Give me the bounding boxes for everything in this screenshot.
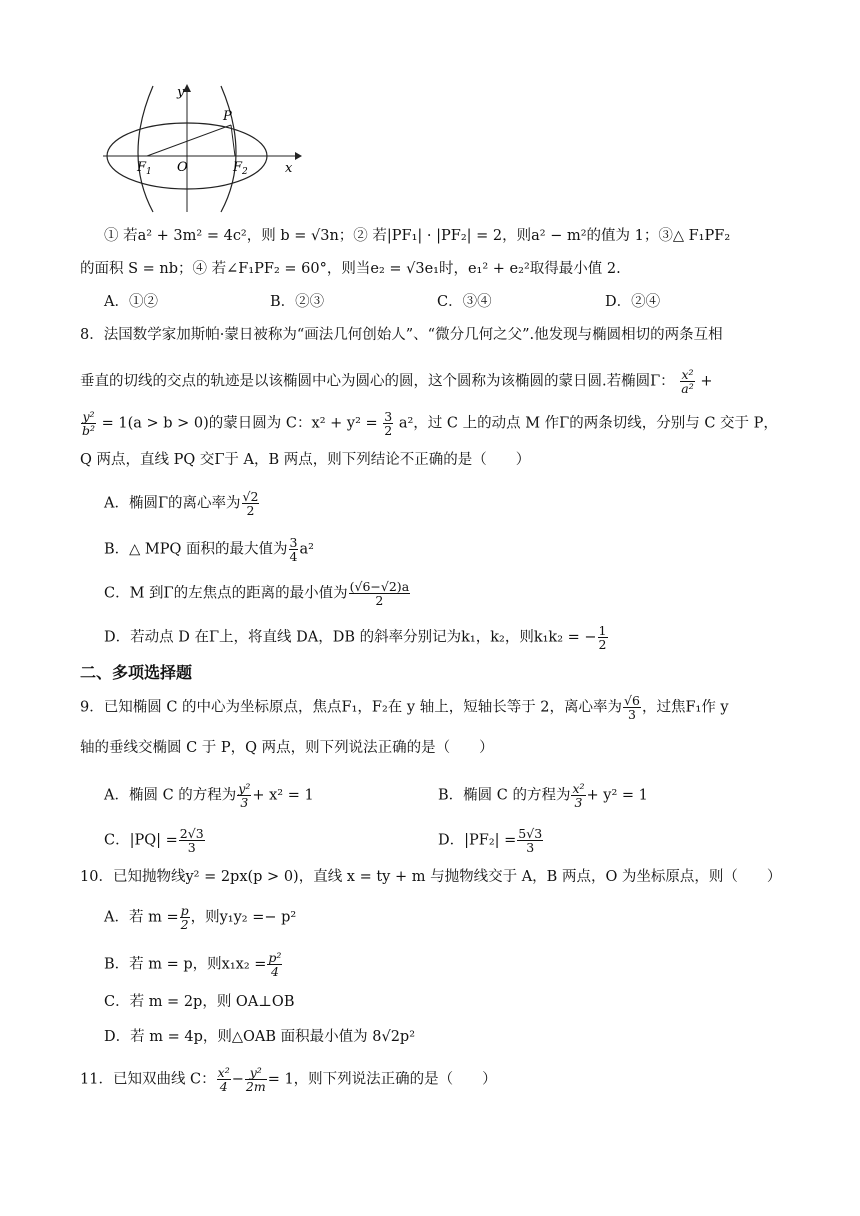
q11-stem-post: = 1，则下列说法正确的是（ ） <box>267 1071 497 1088</box>
q11-frac-x2-4: $\frac{\text{x²}}{4}$ <box>217 1065 230 1094</box>
hyperbola-left-branch <box>138 86 153 212</box>
q7-option-c[interactable]: C．③④ <box>437 294 492 310</box>
q9-stem-line1-text: 9．已知椭圆 C 的中心为坐标原点，焦点F₁，F₂在 y 轴上，短轴长等于 2，离心率为 <box>80 699 623 716</box>
q11-stem <box>80 1066 497 1093</box>
q11-minus: − <box>231 1071 244 1088</box>
q8-option-a[interactable] <box>104 490 260 517</box>
q7-statement-line2: 的面积 S = nb；④ 若∠F₁PF₂ = 60°，则当e₂ = √3e₁时，e₁² + e₂²取得最小值 2. <box>80 261 621 277</box>
q8-option-c-frac: $\frac{(√6-√2)a}{2}$ <box>349 579 410 608</box>
q9-option-d-frac: $\frac{5√3}{3}$ <box>518 826 543 855</box>
q8-frac-3-2: $\frac{3}{2}$ <box>384 409 393 438</box>
q9-option-d[interactable] <box>438 827 544 854</box>
q9-option-c-frac: $\frac{2√3}{3}$ <box>179 826 204 855</box>
q9-option-a-post: + x² = 1 <box>252 787 314 804</box>
q9-option-a-text: A．椭圆 C 的方程为 <box>104 787 237 804</box>
q9-option-b-frac: $\frac{\text{x²}}{3}$ <box>572 781 585 810</box>
label-x: x <box>285 161 293 176</box>
q8-frac-y2-b2: $\frac{\text{y²}}{\text{b²}}$ <box>82 409 96 438</box>
label-o: O <box>177 160 188 175</box>
q10-option-a-frac: $\frac{p}{2}$ <box>180 903 189 932</box>
q10-option-a-post: ，则y₁y₂ =− p² <box>190 909 297 926</box>
q8-option-b-text: B．△ MPQ 面积的最大值为 <box>104 541 288 558</box>
q8-option-b-post: a² <box>299 541 314 558</box>
q8-option-a-text: A．椭圆Γ的离心率为 <box>104 495 241 512</box>
q10-option-d[interactable]: D．若 m = 4p，则△OAB 面积最小值为 8√2p² <box>104 1029 416 1045</box>
q9-option-d-text: D．|PF₂| = <box>438 832 517 849</box>
q10-option-a-text: A．若 m = <box>104 909 179 926</box>
q8-option-d-text: D．若动点 D 在Γ上，将直线 DA，DB 的斜率分别记为k₁，k₂，则k₁k₂ = − <box>104 629 597 646</box>
q10-option-a[interactable] <box>104 904 296 931</box>
q9-option-b-text: B．椭圆 C 的方程为 <box>438 787 571 804</box>
q9-stem-line1-post: ，过焦F₁作 y <box>641 699 729 716</box>
q8-option-d-frac: $\frac{1}{2}$ <box>598 623 607 652</box>
label-p: P <box>223 109 232 124</box>
q8-option-a-frac: $\frac{√2}{2}$ <box>242 489 259 518</box>
q10-option-b-frac: $\frac{\text{p²}}{4}$ <box>268 950 282 979</box>
label-y: y <box>177 85 185 100</box>
q8-stem-line2 <box>80 368 713 395</box>
q11-frac-y2-2m: $\frac{\text{y²}}{2m}$ <box>245 1065 266 1094</box>
q9-stem-line2: 轴的垂线交椭圆 C 于 P，Q 两点，则下列说法正确的是（ ） <box>80 740 494 756</box>
q8-frac-x2-a2: $\frac{\text{x²}}{\text{a²}}$ <box>681 367 694 396</box>
label-f1: $F_1$ <box>137 160 152 177</box>
q8-option-c[interactable] <box>104 580 411 607</box>
q7-option-d[interactable]: D．②④ <box>605 294 661 310</box>
q10-option-b-text: B．若 m = p，则x₁x₂ = <box>104 956 267 973</box>
q8-stem-line2-plus: + <box>700 373 713 390</box>
q10-option-c[interactable]: C．若 m = 2p，则 OA⊥OB <box>104 994 295 1010</box>
q11-stem-text: 11．已知双曲线 C： <box>80 1071 216 1088</box>
q8-option-d[interactable] <box>104 624 609 651</box>
q8-stem-line3-text: = 1(a > b > 0)的蒙日圆为 C：x² + y² = <box>101 415 378 432</box>
q8-option-b-frac: $\frac{3}{4}$ <box>289 535 298 564</box>
q9-option-a-frac: $\frac{\text{y²}}{3}$ <box>238 781 251 810</box>
q7-option-a[interactable]: A．①② <box>104 294 158 310</box>
q9-option-b-post: + y² = 1 <box>586 787 648 804</box>
q9-option-b[interactable] <box>438 782 648 809</box>
q7-statement-line1: ① 若a² + 3m² = 4c²，则 b = √3n；② 若|PF₁| · |PF₂| = 2，则a² − m²的值为 1；③△ F₁PF₂ <box>104 228 731 244</box>
q8-stem-line3 <box>80 410 778 437</box>
q8-stem-line4: Q 两点，直线 PQ 交Γ于 A，B 两点，则下列结论不正确的是（ ） <box>80 452 531 468</box>
q8-stem-line3-tail: a²，过 C 上的动点 M 作Γ的两条切线，分别与 C 交于 P， <box>398 415 778 432</box>
label-f2: $F_2$ <box>233 160 248 177</box>
q7-option-b[interactable]: B．②③ <box>270 294 325 310</box>
q9-option-a[interactable] <box>104 782 314 809</box>
q9-option-c[interactable] <box>104 827 206 854</box>
q8-option-c-text: C．M 到Γ的左焦点的距离的最小值为 <box>104 585 348 602</box>
segment-pf1 <box>147 125 231 156</box>
ellipse-figure <box>95 80 310 215</box>
q8-option-b[interactable] <box>104 536 314 563</box>
q9-option-c-text: C．|PQ| = <box>104 832 178 849</box>
x-axis-arrow <box>295 152 302 160</box>
q10-option-b[interactable] <box>104 951 283 978</box>
q10-stem: 10．已知抛物线y² = 2px(p > 0)，直线 x = ty + m 与抛物线交于 A，B 两点，O 为坐标原点，则（ ） <box>80 869 782 885</box>
q8-stem-line2-text: 垂直的切线的交点的轨迹是以该椭圆中心为圆心的圆，这个圆称为该椭圆的蒙日圆.若椭圆Γ： <box>80 373 675 390</box>
q8-stem-line1: 8．法国数学家加斯帕·蒙日被称为“画法几何创始人”、“微分几何之父”.他发现与椭圆相切的两条互相 <box>80 327 723 343</box>
q9-stem-line1 <box>80 694 729 721</box>
section-title: 二、多项选择题 <box>80 663 193 682</box>
q9-frac-sqrt6-3: $\frac{√6}{3}$ <box>624 693 640 722</box>
